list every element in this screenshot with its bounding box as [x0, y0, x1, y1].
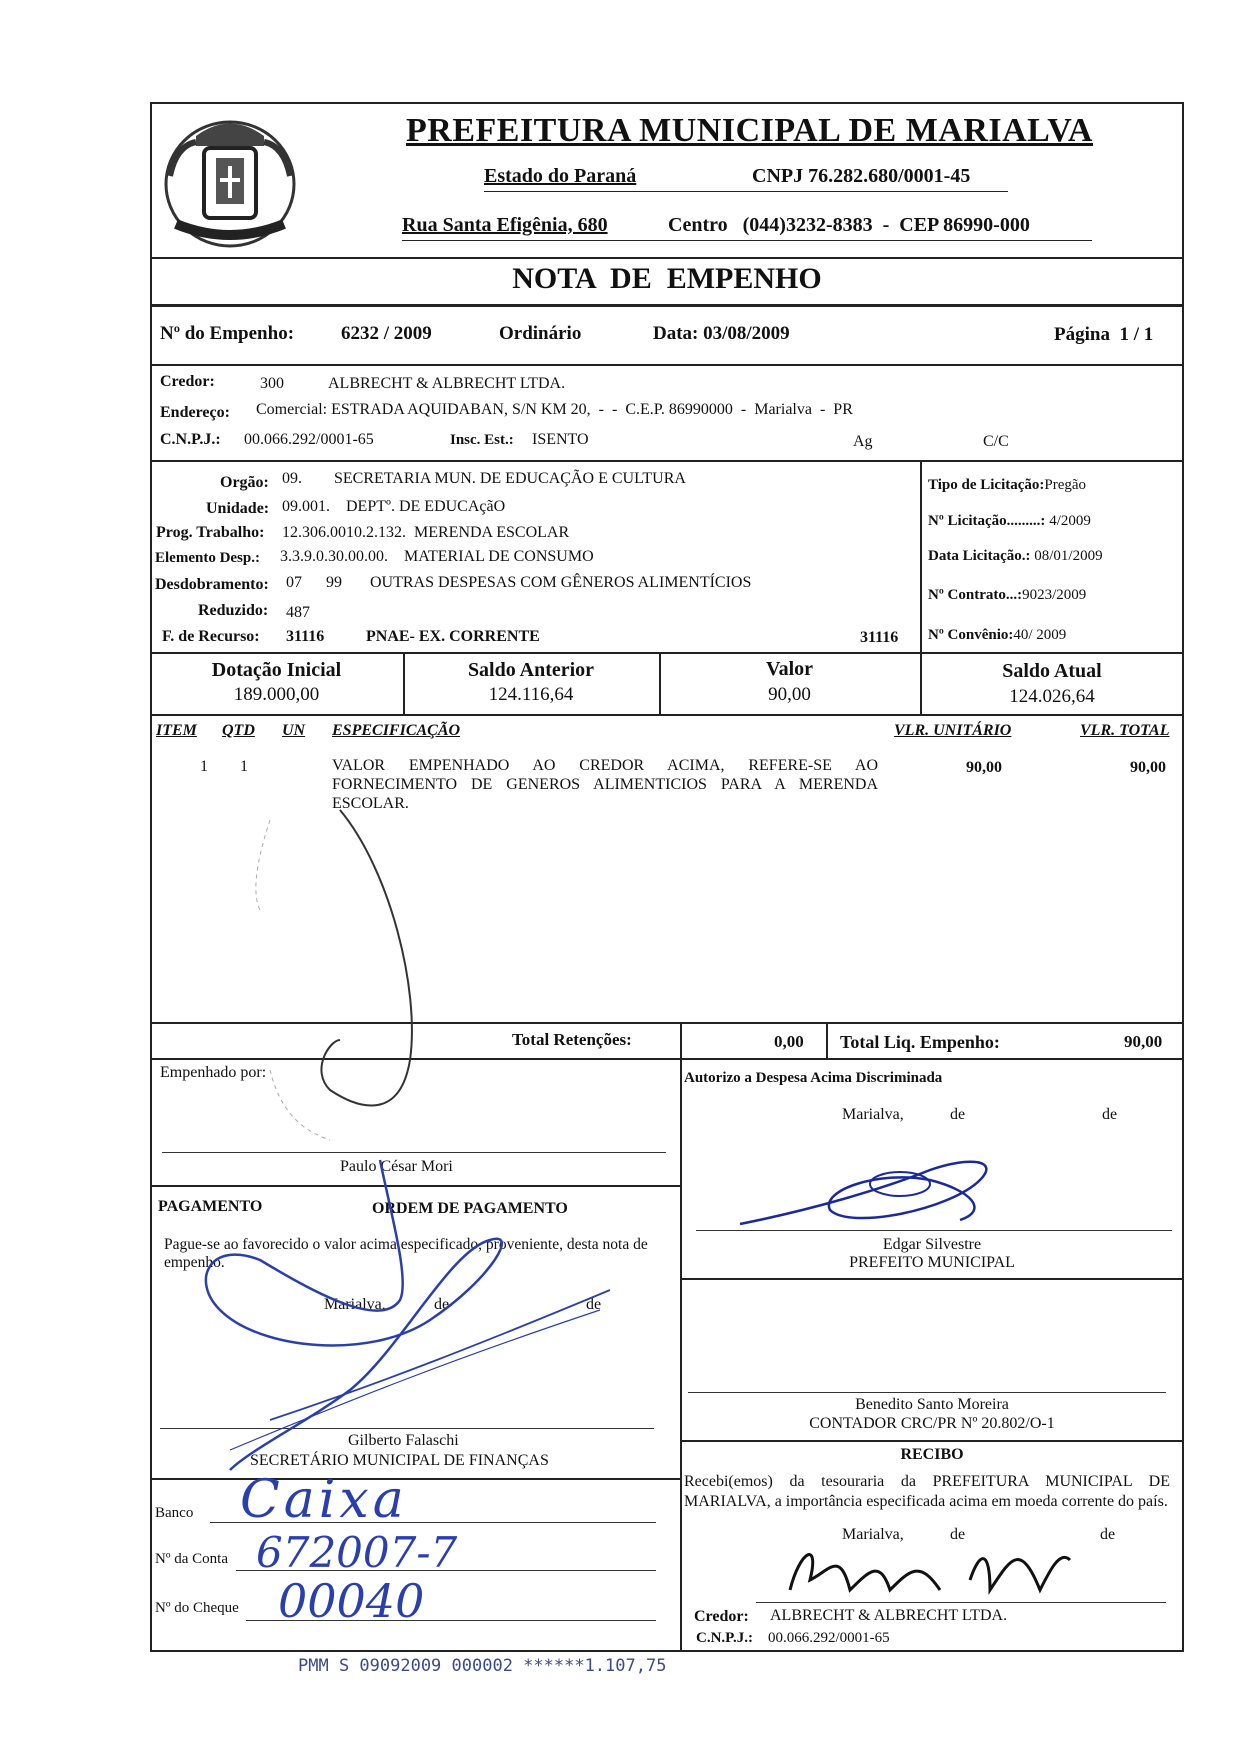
- credor-name: ALBRECHT & ALBRECHT LTDA.: [328, 375, 566, 392]
- anterior-value: 124.116,64: [488, 684, 574, 705]
- pagamento-de-2: de: [586, 1296, 602, 1313]
- licitacao-data: [928, 548, 1103, 565]
- empenhado-name: Paulo César Mori: [340, 1158, 453, 1175]
- contador-divider: [680, 1440, 1184, 1442]
- credor-label: Credor:: [160, 373, 215, 390]
- ag-label: Ag: [853, 433, 873, 450]
- licitacao-convenio-label: Nº Convênio:: [928, 627, 1014, 643]
- prefeito-signature: [730, 1150, 1030, 1240]
- empenho-number: 6232 / 2009: [341, 323, 432, 344]
- pagamento-place: Marialva,: [324, 1296, 386, 1313]
- recurso-code-2: 31116: [860, 629, 899, 646]
- address-label: Endereço:: [160, 404, 230, 421]
- budget-vertical-divider: [920, 460, 922, 652]
- prog-value: 12.306.0010.2.132. MERENDA ESCOLAR: [282, 524, 570, 541]
- autorizo-name: Edgar Silvestre: [882, 1236, 982, 1253]
- desdob-label: Desdobramento:: [155, 576, 269, 593]
- credor-signature: [780, 1530, 1080, 1610]
- page-number: Página 1 / 1: [1054, 324, 1154, 345]
- totals-divider-1: [680, 1022, 682, 1060]
- unidade-label: Unidade:: [206, 500, 270, 517]
- col-item: ITEM: [156, 722, 197, 739]
- elemento-value: 3.3.9.0.30.00.00. MATERIAL DE CONSUMO: [280, 548, 594, 565]
- valor-label: Valor: [765, 658, 814, 680]
- licitacao-tipo-value: Pregão: [1044, 477, 1087, 493]
- pagamento-label: PAGAMENTO: [158, 1198, 263, 1215]
- address-underline: [402, 240, 1092, 241]
- recurso-label: F. de Recurso:: [162, 628, 260, 645]
- dotacao-value: 189.000,00: [233, 684, 320, 705]
- anterior-label: Saldo Anterior: [467, 659, 595, 681]
- empenho-type: Ordinário: [499, 323, 582, 344]
- machine-stamp: PMM S 09092009 000002 ******1.107,75: [298, 1656, 667, 1676]
- elemento-label: Elemento Desp.:: [155, 550, 260, 566]
- col-unit: VLR. UNITÁRIO: [894, 722, 1012, 739]
- licitacao-tipo: [928, 477, 1086, 494]
- totals-divider-2: [826, 1022, 828, 1060]
- licitacao-data-value: 08/01/2009: [1030, 548, 1103, 564]
- credor-divider: [150, 460, 1184, 462]
- cheque-label: Nº do Cheque: [155, 1600, 239, 1616]
- recibo-cnpj-label: C.N.P.J.:: [696, 1630, 753, 1646]
- liq-value: 90,00: [1124, 1032, 1163, 1051]
- empenho-label: Nº do Empenho:: [160, 323, 295, 344]
- recibo-title: RECIBO: [900, 1446, 964, 1463]
- row-item: 1: [200, 758, 208, 775]
- recurso-name: PNAE- EX. CORRENTE: [366, 628, 540, 645]
- autorizo-role: PREFEITO MUNICIPAL: [849, 1254, 1015, 1271]
- autorizo-label: Autorizo a Despesa Acima Discriminada: [684, 1070, 943, 1086]
- licitacao-num-label: Nº Licitação.........:: [928, 513, 1046, 529]
- page-title: PREFEITURA MUNICIPAL DE MARIALVA: [406, 112, 1093, 149]
- autorizo-place: Marialva,: [842, 1106, 904, 1123]
- row-qtd: 1: [240, 758, 248, 775]
- col-spec: ESPECIFICAÇÃO: [332, 722, 461, 739]
- insc-value: ISENTO: [532, 431, 589, 448]
- address-rest: Centro (044)3232-8383 - CEP 86990-000: [668, 214, 1030, 236]
- pagamento-de-1: de: [434, 1296, 450, 1313]
- recibo-cnpj: 00.066.292/0001-65: [768, 1630, 890, 1646]
- cc-label: C/C: [983, 433, 1009, 450]
- pagamento-name: Gilberto Falaschi: [348, 1432, 459, 1449]
- col-qtd: QTD: [222, 722, 255, 739]
- conta-handwritten: 672007-7: [256, 1528, 458, 1577]
- reduzido-label: Reduzido:: [198, 602, 269, 619]
- recibo-de-1: de: [950, 1526, 966, 1543]
- contador-role: CONTADOR CRC/PR Nº 20.802/O-1: [809, 1415, 1055, 1432]
- cnpj-label: CNPJ 76.282.680/0001-45: [752, 165, 971, 187]
- budget-divider: [150, 652, 1184, 654]
- row-unit: 90,00: [966, 759, 1002, 776]
- recibo-text: Recebi(emos) da tesouraria da PREFEITURA MUNICIPAL DE MARIALVA, a importância especificada acima em moeda corrente do país.: [684, 1473, 1170, 1510]
- licitacao-convenio-value: 40/ 2009: [1013, 627, 1067, 643]
- row-total: 90,00: [1130, 759, 1166, 776]
- credor-address: Comercial: ESTRADA AQUIDABAN, S/N KM 20, - - C.E.P. 86990000 - Marialva - PR: [256, 401, 853, 418]
- empenhado-label: Empenhado por:: [160, 1064, 267, 1081]
- atual-label: Saldo Atual: [1002, 660, 1102, 682]
- lower-vertical-divider: [680, 1058, 682, 1652]
- unidade-value: 09.001. DEPTº. DE EDUCAçãO: [282, 498, 506, 515]
- pagamento-role: SECRETÁRIO MUNICIPAL DE FINANÇAS: [250, 1452, 549, 1469]
- title-divider: [150, 304, 1184, 307]
- licitacao-convenio: [928, 627, 1066, 644]
- retencoes-label: Total Retenções:: [512, 1030, 632, 1049]
- recibo-credor: ALBRECHT & ALBRECHT LTDA.: [770, 1607, 1008, 1624]
- col-un: UN: [282, 722, 306, 739]
- dotacao-label: Dotação Inicial: [211, 659, 342, 681]
- contador-signature-line: [688, 1392, 1166, 1393]
- licitacao-contrato-value: 9023/2009: [1022, 587, 1087, 603]
- doc-title: NOTA DE EMPENHO: [512, 262, 822, 295]
- empenho-date: Data: 03/08/2009: [653, 323, 790, 344]
- coat-of-arms-icon: [156, 106, 304, 256]
- empenhado-signature: [250, 790, 450, 1170]
- licitacao-contrato: [928, 587, 1086, 604]
- valor-value: 90,00: [768, 684, 811, 705]
- cheque-handwritten: 00040: [278, 1574, 425, 1628]
- prog-label: Prog. Trabalho:: [156, 524, 265, 541]
- pagamento-text: Pague-se ao favorecido o valor acima especificado, proveniente, desta nota de empenho.: [164, 1236, 648, 1271]
- banco-handwritten: Caixa: [240, 1470, 408, 1530]
- recibo-credor-label: Credor:: [694, 1608, 749, 1625]
- address-street: Rua Santa Efigênia, 680: [402, 214, 608, 236]
- state-label: Estado do Paraná: [484, 165, 637, 187]
- credor-cnpj: 00.066.292/0001-65: [244, 431, 374, 448]
- col-total: VLR. TOTAL: [1080, 722, 1170, 739]
- orgao-value: 09. SECRETARIA MUN. DE EDUCAÇÃO E CULTURA: [282, 470, 686, 487]
- reduzido-value: 487: [286, 604, 310, 621]
- licitacao-contrato-label: Nº Contrato...:: [928, 587, 1023, 603]
- saldo-bottom-divider: [150, 714, 1184, 716]
- desdob-value: 07 99 OUTRAS DESPESAS COM GÊNEROS ALIMENTÍCIOS: [286, 574, 752, 591]
- row-spec: VALOR EMPENHADO AO CREDOR ACIMA, REFERE-SE AO FORNECIMENTO DE GENEROS ALIMENTICIOS PARA A MERENDA ESCOLAR.: [332, 757, 878, 812]
- header-divider: [150, 257, 1184, 259]
- atual-value: 124.026,64: [1009, 686, 1095, 707]
- contador-name: Benedito Santo Moreira: [855, 1396, 1009, 1413]
- ordem-pagamento-label: ORDEM DE PAGAMENTO: [372, 1200, 568, 1217]
- recurso-code: 31116: [286, 628, 325, 645]
- licitacao-num: [928, 513, 1091, 530]
- autorizo-de-2: de: [1102, 1106, 1118, 1123]
- liq-label: Total Liq. Empenho:: [840, 1032, 1000, 1052]
- licitacao-num-value: 4/2009: [1045, 513, 1091, 529]
- insc-label: Insc. Est.:: [450, 432, 514, 448]
- banco-label: Banco: [155, 1505, 194, 1521]
- secretario-signature: [190, 1150, 630, 1480]
- retencoes-value: 0,00: [774, 1032, 804, 1051]
- autorizo-de-1: de: [950, 1106, 966, 1123]
- credor-code: 300: [260, 375, 284, 392]
- autorizo-divider: [680, 1278, 1184, 1280]
- recibo-place: Marialva,: [842, 1526, 904, 1543]
- credor-cnpj-label: C.N.P.J.:: [160, 431, 221, 448]
- licitacao-tipo-label: Tipo de Licitação:: [928, 477, 1045, 493]
- licitacao-data-label: Data Licitação.:: [928, 548, 1031, 564]
- recibo-de-2: de: [1100, 1526, 1116, 1543]
- state-underline: [484, 191, 1008, 192]
- orgao-label: Orgão:: [220, 474, 269, 491]
- conta-label: Nº da Conta: [155, 1551, 228, 1567]
- empenho-divider: [150, 364, 1184, 366]
